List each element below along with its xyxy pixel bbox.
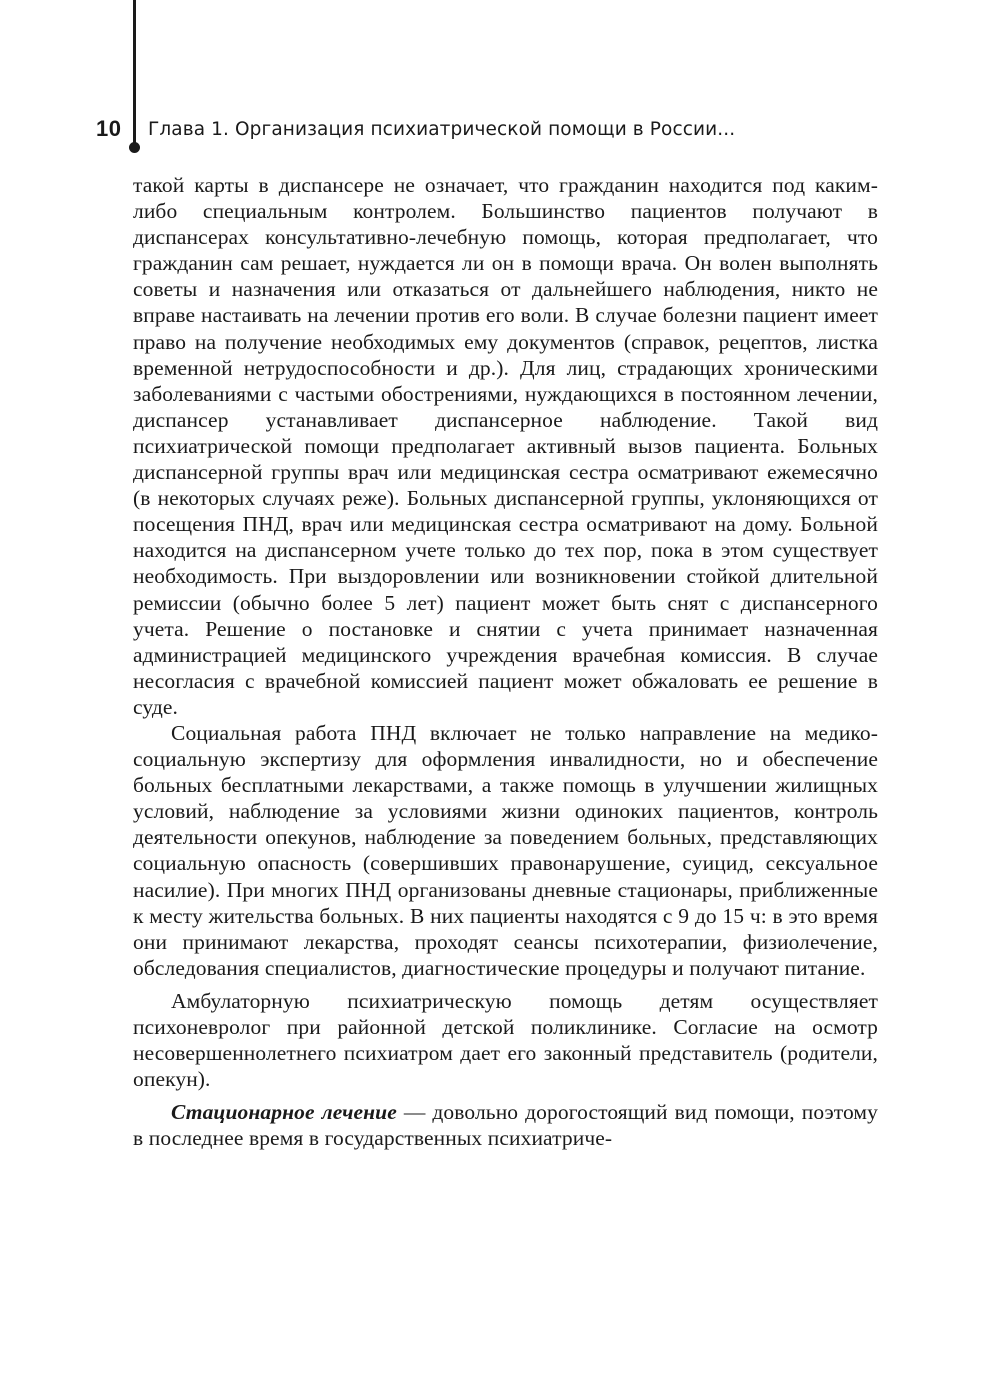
paragraph-social-work: Социальная работа ПНД включает не только направление на медико-социальную экспертизу для оформления инвалидности, но и обеспечение больных бесплатными лекарствами, а также помощь в улучшении жилищных условий, наблюдение за условиями жизни одиноких пациентов, контроль деятельности опекунов, наблюдение за поведением больных, представляющих социальную опасность (совершивших правонарушение, суицид, сексуальное насилие). При многих ПНД организованы дневные стационары, приближенные к месту жительства больных. В них пациенты находятся с 9 до 15 ч: в это время они принимают лекарства, проходят сеансы психотерапии, физиолечение, обследования специалистов, диагностические процедуры и получают питание. [133, 720, 878, 980]
header-vertical-rule [133, 0, 136, 146]
body-text [133, 172, 878, 1151]
header-rule-dot [129, 142, 140, 153]
paragraph-continuation: такой карты в диспансере не означает, что гражданин находится под каким-либо специальным контролем. Большинство пациентов получают в диспансерах консультативно-лечебную помощь, которая предполагает, что гражданин сам решает, нуждается ли он в помощи врача. Он волен выполнять советы и назначения или отказаться от дальнейшего наблюдения, никто не вправе настаивать на лечении против его воли. В случае болезни пациент имеет право на получение необходимых ему документов (справок, рецептов, листка временной нетрудоспособности и др.). Для лиц, страдающих хроническими заболеваниями с частыми обострениями, нуждающихся в постоянном лечении, диспансер устанавливает диспансерное наблюдение. Такой вид психиатрической помощи предполагает активный вызов пациента. Больных диспансерной группы врач или медицинская сестра осматривают ежемесячно (в некоторых случаях реже). Больных диспансерной группы, уклоняющихся от посещения ПНД, врач или медицинская сестра осматривают на дому. Больной находится на диспансерном учете только до тех пор, пока в этом существует необходимость. При выздоровлении или возникновении стойкой длительной ремиссии (обычно более 5 лет) пациент может быть снят с диспансерного учета. Решение о постановке и снятии с учета принимает назначенная администрацией медицинского учреждения врачебная комиссия. В случае несогласия с врачебной комиссией пациент может обжаловать ее решение в суде. [133, 173, 878, 719]
paragraph-child-care: Амбулаторную психиатрическую помощь детям осуществляет психоневролог при районной детской поликлинике. Согласие на осмотр несовершеннолетнего психиатром дает его законный представитель (родители, опекун). [133, 988, 878, 1092]
term-inpatient-treatment: Стационарное лечение [171, 1100, 397, 1125]
page-number: 10 [96, 116, 122, 141]
paragraph-inpatient-text: — довольно дорогостоящий вид помощи, поэтому в последнее время в государственных психиатриче- [133, 1100, 878, 1151]
running-head-chapter-title: Глава 1. Организация психиатрической помощи в России... [148, 119, 736, 140]
paragraph-inpatient [133, 1099, 878, 1151]
